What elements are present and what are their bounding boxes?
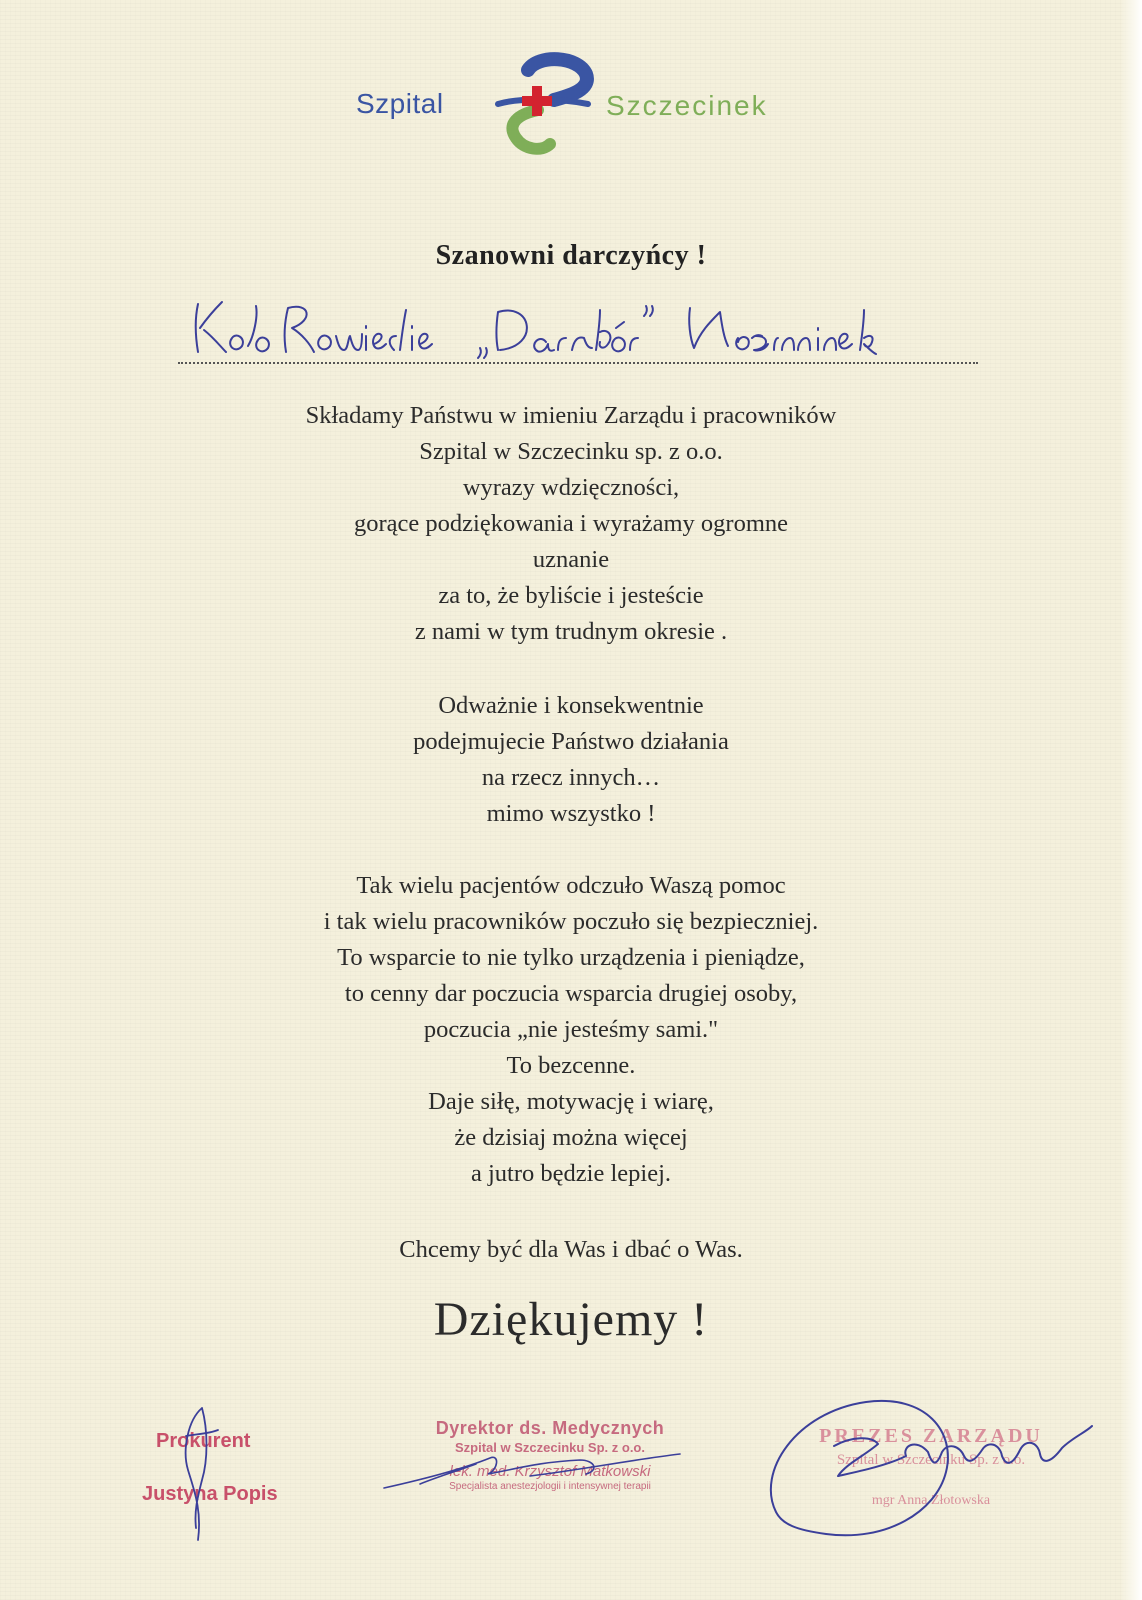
text-line: poczucia „nie jesteśmy sami." (423, 1016, 719, 1043)
medical-director-name: lek. med. Krzysztof Matkowski (449, 1463, 651, 1480)
text-line: na rzecz innych… (481, 764, 661, 791)
text-line: gorące podziękowania i wyrażamy ogromne (353, 510, 788, 537)
president-name: mgr Anna Złotowska (871, 1493, 991, 1508)
paragraph-support (0, 868, 1142, 1192)
handwritten-recipient (180, 292, 980, 362)
text-line: że dzisiaj można więcej (454, 1124, 688, 1151)
procurent-title: Prokurent (156, 1430, 251, 1452)
logo-word-szpital: Szpital (356, 88, 444, 119)
text-line: To bezcenne. (506, 1052, 636, 1079)
procurent-signature (168, 1400, 228, 1550)
text-line: a jutro będzie lepiej. (471, 1160, 671, 1187)
text-line: wyrazy wdzięczności, (462, 474, 680, 501)
paragraph-commitment (0, 1232, 1142, 1268)
medical-director-title: Dyrektor ds. Medycznych (435, 1418, 665, 1438)
paragraph-gratitude (0, 398, 1142, 650)
medical-director-org: Szpital w Szczecinku Sp. z o.o. (455, 1440, 645, 1455)
text-line: i tak wielu pracowników poczuło się bezpieczniej. (323, 908, 819, 935)
text-line: to cenny dar poczucia wsparcia drugiej osoby, (344, 980, 798, 1007)
logo-serpent-cross-icon (488, 52, 598, 157)
procurent-name: Justyna Popis (142, 1483, 278, 1505)
president-org: Szpital w Szczecinku Sp. z o.o. (836, 1452, 1026, 1468)
text-line: z nami w tym trudnym okresie . (414, 618, 728, 645)
logo-word-szczecinek: Szczecinek (606, 90, 768, 121)
text-line: Szpital w Szczecinku sp. z o.o. (419, 438, 723, 465)
text-line: Chcemy być dla Was i dbać o Was. (399, 1236, 743, 1263)
paragraph-courage (0, 688, 1142, 832)
salutation: Szanowni darczyńcy ! (435, 240, 707, 271)
text-line: To wsparcie to nie tylko urządzenia i pieniądze, (337, 944, 805, 971)
hospital-logo (350, 52, 820, 162)
text-line: mimo wszystko ! (486, 800, 656, 827)
medical-director-signature (380, 1440, 700, 1500)
text-line: Składamy Państwu w imieniu Zarządu i pracowników (305, 402, 837, 429)
text-line: Tak wielu pacjentów odczuło Waszą pomoc (356, 872, 786, 899)
text-line: za to, że byliście i jesteście (438, 582, 704, 609)
recipient-dotted-line (178, 362, 978, 364)
text-line: uznanie (532, 546, 610, 573)
closing-thanks: Dziękujemy ! (433, 1293, 709, 1346)
president-signature (756, 1392, 1116, 1552)
president-title: PREZES ZARZĄDU (819, 1425, 1043, 1447)
text-line: Odważnie i konsekwentnie (438, 692, 704, 719)
medical-director-specialty: Specjalista anestezjologii i intensywnej terapii (449, 1481, 651, 1492)
text-line: podejmujecie Państwo działania (413, 728, 729, 755)
text-line: Daje siłę, motywację i wiarę, (428, 1088, 714, 1115)
